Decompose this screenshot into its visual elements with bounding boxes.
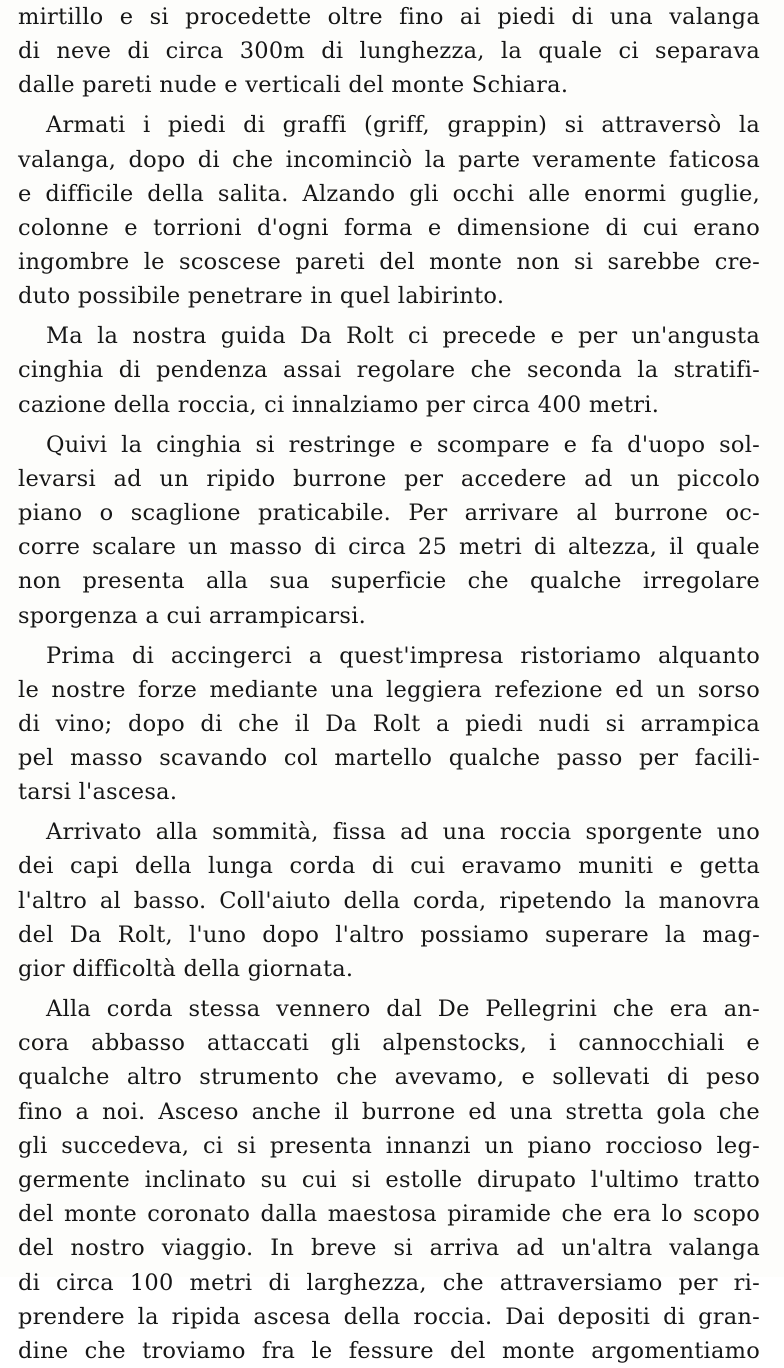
paragraph: [18, 0, 760, 103]
text-line: dei capi della lunga corda di cui eravamo muniti e getta: [18, 853, 760, 880]
text-line: sporgenza a cui arrampicarsi.: [18, 602, 367, 629]
paragraph: [18, 639, 760, 810]
text-line: di circa 100 metri di larghezza, che attraversiamo per ri-: [18, 1269, 760, 1296]
text-line: gior difficoltà della giornata.: [18, 956, 354, 983]
text-line: l'altro al basso. Coll'aiuto della corda, ripetendo la manovra: [18, 887, 760, 914]
text-line: del monte coronato dalla maestosa piramide che era lo scopo: [18, 1201, 760, 1228]
paragraph: [18, 108, 760, 313]
text-line: cazione della roccia, ci innalziamo per circa 400 metri.: [18, 391, 660, 418]
text-line: duto possibile penetrare in quel labirinto.: [18, 283, 505, 310]
text-line: qualche altro strumento che avevamo, e sollevati di peso: [18, 1064, 760, 1091]
text-line: Armati i piedi di graffi (griff, grappin) si attraversò la: [46, 112, 760, 139]
text-line: gli succedeva, ci si presenta innanzi un piano roccioso leg-: [18, 1132, 760, 1159]
text-line: valanga, dopo di che incominciò la parte veramente faticosa: [18, 146, 760, 173]
text-line: mirtillo e si procedette oltre fino ai piedi di una valanga: [18, 4, 760, 30]
text-line: del Da Rolt, l'uno dopo l'altro possiamo superare la mag-: [18, 921, 760, 948]
text-line: colonne e torrioni d'ogni forma e dimensione di cui erano: [18, 214, 760, 241]
paragraph: [18, 815, 760, 986]
text-line: Arrivato alla sommità, fissa ad una roccia sporgente uno: [46, 819, 760, 846]
text-line: piano o scaglione praticabile. Per arrivare al burrone oc-: [18, 500, 760, 527]
text-line: germente inclinato su cui si estolle dirupato l'ultimo tratto: [18, 1166, 760, 1193]
page-text: [18, 0, 760, 1368]
text-line: levarsi ad un ripido burrone per accedere ad un piccolo: [18, 465, 760, 492]
text-line: di neve di circa 300m di lunghezza, la quale ci separava: [18, 38, 760, 65]
text-line: cora abbasso attaccati gli alpenstocks, i cannocchiali e: [18, 1030, 760, 1057]
text-line: Prima di accingerci a quest'impresa ristoriamo alquanto: [46, 642, 760, 669]
paragraph: [18, 319, 760, 422]
text-line: prendere la ripida ascesa della roccia. Dai depositi di gran-: [18, 1303, 760, 1330]
text-line: ingombre le scoscese pareti del monte non si sarebbe cre-: [18, 249, 760, 276]
text-line: di vino; dopo di che il Da Rolt a piedi nudi si arrampica: [18, 710, 760, 737]
text-line: dine che troviamo fra le fessure del monte argomentiamo: [18, 1337, 760, 1364]
text-line: del nostro viaggio. In breve si arriva ad un'altra valanga: [18, 1235, 760, 1262]
text-line: e difficile della salita. Alzando gli occhi alle enormi guglie,: [18, 180, 760, 207]
text-line: Alla corda stessa vennero dal De Pellegrini che era an-: [46, 996, 760, 1023]
text-line: corre scalare un masso di circa 25 metri di altezza, il quale: [18, 534, 760, 561]
text-line: Quivi la cinghia si restringe e scompare e fa d'uopo sol-: [46, 431, 760, 458]
text-line: non presenta alla sua superficie che qualche irregolare: [18, 568, 760, 595]
text-line: pel masso scavando col martello qualche passo per facili-: [18, 745, 760, 772]
text-line: Ma la nostra guida Da Rolt ci precede e per un'angusta: [46, 323, 760, 350]
text-line: fino a noi. Asceso anche il burrone ed una stretta gola che: [18, 1098, 760, 1125]
text-line: dalle pareti nude e verticali del monte Schiara.: [18, 72, 569, 99]
paragraph: [18, 428, 760, 633]
paragraph: [18, 992, 760, 1368]
text-line: le nostre forze mediante una leggiera refezione ed un sorso: [18, 676, 760, 703]
text-line: cinghia di pendenza assai regolare che seconda la stratifi-: [18, 357, 760, 384]
text-line: tarsi l'ascesa.: [18, 779, 178, 806]
